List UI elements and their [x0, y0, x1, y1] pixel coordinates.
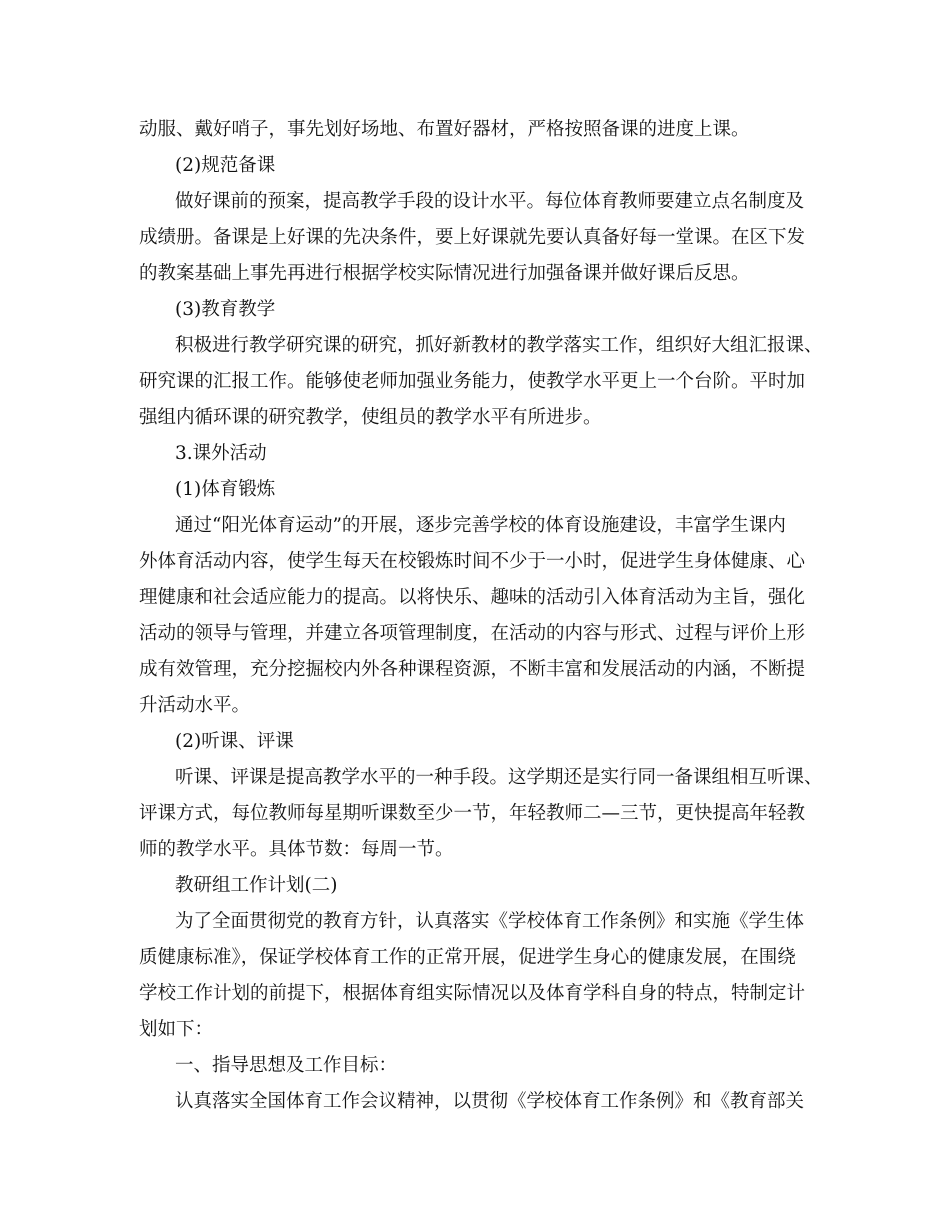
text-line: 评课方式，每位教师每星期听课数至少一节，年轻教师二—三节，更快提高年轻教 — [139, 803, 806, 824]
text-line: 理健康和社会适应能力的提高。以将快乐、趣味的活动引入体育活动为主旨，强化 — [139, 587, 806, 608]
text-line: 外体育活动内容，使学生每天在校锻炼时间不少于一小时，促进学生身体健康、心 — [139, 551, 806, 572]
text-line: 强组内循环课的研究教学，使组员的教学水平有所进步。 — [139, 407, 602, 428]
section-heading: 一、指导思想及工作目标： — [175, 1055, 398, 1076]
text-line: 听课、评课是提高教学水平的一种手段。这学期还是实行同一备课组相互听课、 — [175, 767, 823, 788]
text-line: 积极进行教学研究课的研究，抓好新教材的教学落实工作，组织好大组汇报课、 — [175, 335, 823, 356]
text-line: 做好课前的预案，提高教学手段的设计水平。每位体育教师要建立点名制度及 — [175, 191, 805, 212]
text-line: 为了全面贯彻党的教育方针，认真落实《学校体育工作条例》和实施《学生体 — [175, 911, 805, 932]
text-line: 通过“阳光体育运动”的开展，逐步完善学校的体育设施建设，丰富学生课内 — [175, 515, 786, 536]
section-heading: 3.课外活动 — [175, 443, 267, 464]
text-line: 划如下： — [139, 1019, 214, 1040]
text-line: 学校工作计划的前提下，根据体育组实际情况以及体育学科自身的特点，特制定计 — [139, 983, 806, 1004]
text-line: 认真落实全国体育工作会议精神，以贯彻《学校体育工作条例》和《教育部关 — [175, 1091, 805, 1112]
text-line: 研究课的汇报工作。能够使老师加强业务能力，使教学水平更上一个台阶。平时加 — [139, 371, 806, 392]
text-line: 的教案基础上事先再进行根据学校实际情况进行加强备课并做好课后反思。 — [139, 263, 750, 284]
text-line: 质健康标准》，保证学校体育工作的正常开展，促进学生身心的健康发展，在围绕 — [139, 947, 796, 968]
subheading: (2)听课、评课 — [175, 731, 294, 752]
text-line: 成绩册。备课是上好课的先决条件，要上好课就先要认真备好每一堂课。在区下发 — [139, 227, 806, 248]
text-line: 成有效管理，充分挖掘校内外各种课程资源，不断丰富和发展活动的内涵，不断提 — [139, 659, 806, 680]
subheading: (1)体育锻炼 — [175, 479, 276, 500]
text-line: 升活动水平。 — [139, 695, 251, 716]
section-heading: 教研组工作计划(二) — [175, 875, 338, 896]
text-line: 师的教学水平。具体节数：每周一节。 — [139, 839, 454, 860]
subheading: (2)规范备课 — [175, 155, 276, 176]
text-line: 活动的领导与管理，并建立各项管理制度，在活动的内容与形式、过程与评价上形 — [139, 623, 806, 644]
subheading: (3)教育教学 — [175, 299, 276, 320]
text-line: 动服、戴好哨子，事先划好场地、布置好器材，严格按照备课的进度上课。 — [139, 119, 750, 140]
